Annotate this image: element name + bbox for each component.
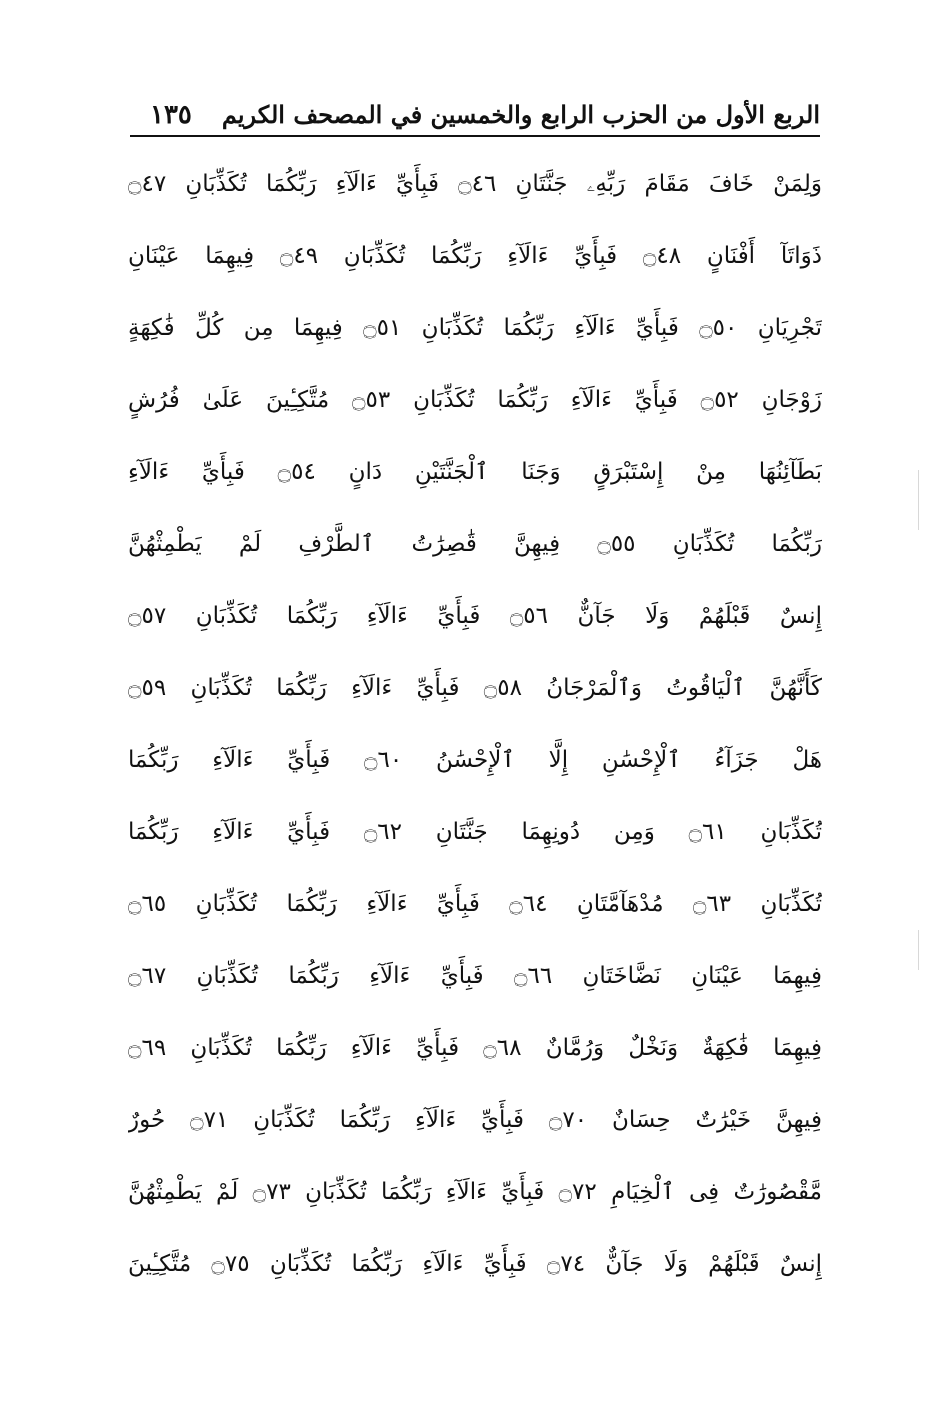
line-text: تُكَذِّبَانِ ۝٦٣ مُدْهَآمَّتَانِ ۝٦٤ فَبِأَيِّ ءَالَآءِ رَبِّكُمَا تُكَذِّبَانِ ۝٦٥ — [128, 891, 822, 917]
line-text: ذَوَاتَآ أَفْنَانٍ ۝٤٨ فَبِأَيِّ ءَالَآءِ رَبِّكُمَا تُكَذِّبَانِ ۝٤٩ فِيهِمَا عَيْنَانِ — [128, 243, 822, 269]
text-line — [128, 292, 822, 364]
line-text: فِيهِمَا فَٰكِهَةٌ وَنَخْلٌ وَرُمَّانٌ ۝٦٨ فَبِأَيِّ ءَالَآءِ رَبِّكُمَا تُكَذِّبَانِ ۝٦٩ — [128, 1035, 822, 1061]
line-text: تَجْرِيَانِ ۝٥٠ فَبِأَيِّ ءَالَآءِ رَبِّكُمَا تُكَذِّبَانِ ۝٥١ فِيهِمَا مِن كُلِّ فَٰكِهَةٍ — [128, 315, 822, 341]
text-line — [128, 1084, 822, 1156]
text-line — [128, 580, 822, 652]
text-line — [128, 796, 822, 868]
quran-text-block — [128, 148, 822, 1300]
text-line — [128, 1228, 822, 1300]
text-line — [128, 724, 822, 796]
line-text: إِنسٌ قَبْلَهُمْ وَلَا جَآنٌّ ۝٧٤ فَبِأَيِّ ءَالَآءِ رَبِّكُمَا تُكَذِّبَانِ ۝٧٥ مُتَّكِـِٔينَ — [128, 1251, 822, 1277]
scan-artifact — [918, 930, 919, 970]
line-text: تُكَذِّبَانِ ۝٦١ وَمِن دُونِهِمَا جَنَّتَانِ ۝٦٢ فَبِأَيِّ ءَالَآءِ رَبِّكُمَا — [128, 819, 822, 845]
header-divider — [130, 135, 820, 137]
text-line — [128, 1156, 822, 1228]
line-text: فِيهِنَّ خَيْرَٰتٌ حِسَانٌ ۝٧٠ فَبِأَيِّ ءَالَآءِ رَبِّكُمَا تُكَذِّبَانِ ۝٧١ حُورٌ — [128, 1107, 822, 1133]
text-line — [128, 652, 822, 724]
line-text: كَأَنَّهُنَّ ٱلْيَاقُوتُ وَٱلْمَرْجَانُ ۝٥٨ فَبِأَيِّ ءَالَآءِ رَبِّكُمَا تُكَذِّبَانِ ۝٥٩ — [128, 675, 822, 701]
text-line — [128, 868, 822, 940]
text-line — [128, 220, 822, 292]
line-text: مَّقْصُورَٰتٌ فِى ٱلْخِيَامِ ۝٧٢ فَبِأَيِّ ءَالَآءِ رَبِّكُمَا تُكَذِّبَانِ ۝٧٣ لَمْ يَطْمِثْهُنَّ — [128, 1179, 822, 1205]
page-number: ١٣٥ — [150, 100, 192, 130]
text-line — [128, 1012, 822, 1084]
line-text: بَطَآئِنُهَا مِنْ إِسْتَبْرَقٍ وَجَنَا ٱلْجَنَّتَيْنِ دَانٍ ۝٥٤ فَبِأَيِّ ءَالَآءِ — [128, 459, 822, 485]
line-text: وَلِمَنْ خَافَ مَقَامَ رَبِّهِۦ جَنَّتَانِ ۝٤٦ فَبِأَيِّ ءَالَآءِ رَبِّكُمَا تُكَذِّبَانِ ۝٤٧ — [128, 171, 822, 197]
scan-artifact — [918, 470, 919, 530]
line-text: فِيهِمَا عَيْنَانِ نَضَّاخَتَانِ ۝٦٦ فَبِأَيِّ ءَالَآءِ رَبِّكُمَا تُكَذِّبَانِ ۝٦٧ — [128, 963, 822, 989]
text-line — [128, 364, 822, 436]
line-text: زَوْجَانِ ۝٥٢ فَبِأَيِّ ءَالَآءِ رَبِّكُمَا تُكَذِّبَانِ ۝٥٣ مُتَّكِـِٔينَ عَلَىٰ فُرُشٍ — [128, 387, 822, 413]
text-line — [128, 508, 822, 580]
line-text: هَلْ جَزَآءُ ٱلْإِحْسَٰنِ إِلَّا ٱلْإِحْسَٰنُ ۝٦٠ فَبِأَيِّ ءَالَآءِ رَبِّكُمَا — [128, 747, 822, 773]
text-line — [128, 940, 822, 1012]
line-text: رَبِّكُمَا تُكَذِّبَانِ ۝٥٥ فِيهِنَّ قَٰصِرَٰتُ ٱلطَّرْفِ لَمْ يَطْمِثْهُنَّ — [128, 531, 822, 557]
text-line — [128, 148, 822, 220]
header-title: الربع الأول من الحزب الرابع والخمسين في المصحف الكريم — [221, 100, 820, 129]
text-line — [128, 436, 822, 508]
line-text: إِنسٌ قَبْلَهُمْ وَلَا جَآنٌّ ۝٥٦ فَبِأَيِّ ءَالَآءِ رَبِّكُمَا تُكَذِّبَانِ ۝٥٧ — [128, 603, 822, 629]
page-header — [130, 92, 820, 132]
